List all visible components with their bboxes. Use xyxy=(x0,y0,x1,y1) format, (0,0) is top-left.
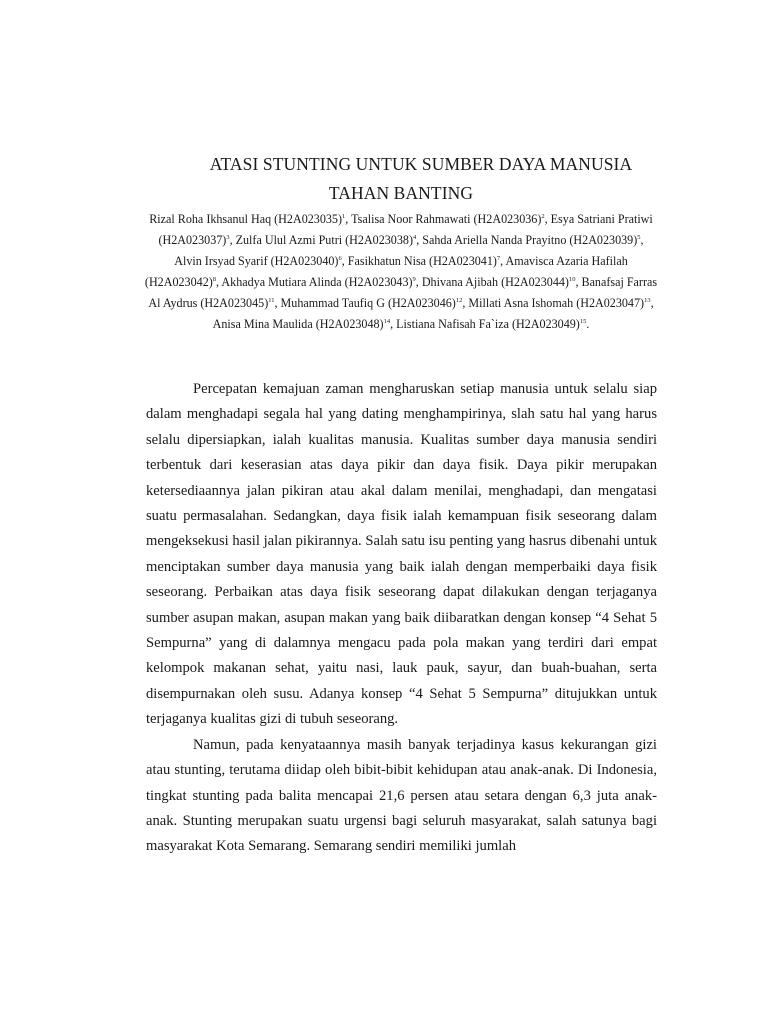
paragraph: Percepatan kemajuan zaman mengharuskan setiap manusia untuk selalu siap dalam menghadapi segala hal yang dating menghampirinya, slah satu hal yang harus selalu dipersiapkan, ialah kualitas manusia. Kualitas sumber daya manusia sendiri terbentuk dari keserasian atas daya pikir dan daya fisik. Daya pikir merupakan ketersediaannya jalan pikiran atau akal dalam menilai, menghadapi, dan mengatasi suatu permasalahan. Sedangkan, daya fisik ialah kemampuan fisik seseorang dalam mengeksekusi hasil jalan pikirannya. Salah satu isu penting yang hasrus dibenahi untuk menciptakan sumber daya manusia yang baik ialah dengan memperbaiki daya fisik seseorang. Perbaikan atas daya fisik seseorang dapat dilakukan dengan terjaganya sumber asupan makan, asupan makan yang baik diibaratkan dengan konsep “4 Sehat 5 Sempurna” yang di dalamnya mengacu pada pola makan yang terdiri dari empat kelompok makanan sehat, yaitu nasi, lauk pauk, sayur, dan buah-buahan, serta disempurnakan oleh susu. Adanya konsep “4 Sehat 5 Sempurna” ditujukkan untuk terjaganya kualitas gizi di tubuh seseorang. xyxy=(146,381,657,728)
author-separator: , xyxy=(216,275,222,289)
author-affiliation-number: 11 xyxy=(268,297,275,304)
author-affiliation-number: 13 xyxy=(644,297,651,304)
author-separator: , xyxy=(345,212,352,226)
author-separator: , xyxy=(462,296,469,310)
author-affiliation-number: 6 xyxy=(338,255,342,262)
author-affiliation-number: 14 xyxy=(383,318,391,325)
author-name: Listiana Nafisah Fa`iza (H2A023049) xyxy=(396,317,580,331)
paragraph: Namun, pada kenyataannya masih banyak terjadinya kasus kekurangan gizi atau stunting, terutama diidap oleh bibit-bibit kehidupan atau anak-anak. Di Indonesia, tingkat stunting pada balita mencapai 21,6 persen atau setara dengan 6,3 juta anak-anak. Stunting merupakan suatu urgensi bagi seluruh masyarakat, salah satunya bagi masyarakat Kota Semarang. Semarang sendiri memiliki jumlah xyxy=(146,736,657,855)
author-separator: , xyxy=(415,275,422,289)
author-separator: , xyxy=(544,212,551,226)
author-name: Rizal Roha Ikhsanul Haq (H2A023035) xyxy=(149,212,343,226)
author-affiliation-number: 5 xyxy=(637,234,641,241)
author-name: Esya Satriani Pratiwi (H2A023037) xyxy=(158,212,653,247)
author-affiliation-number: 8 xyxy=(212,276,217,283)
author-name: Banafsaj Farras Al Aydrus (H2A023045) xyxy=(148,275,658,310)
author-separator: , xyxy=(650,296,654,310)
author-separator: , xyxy=(416,233,423,247)
title-line-1: ATASI STUNTING UNTUK SUMBER DAYA MANUSIA xyxy=(209,154,633,174)
author-affiliation-number: 7 xyxy=(496,255,501,262)
author-name: Zulfa Ulul Azmi Putri (H2A023038) xyxy=(235,233,413,247)
author-name: Anisa Mina Maulida (H2A023048) xyxy=(212,317,384,331)
author-name: Akhadya Mutiara Alinda (H2A023043) xyxy=(221,275,413,289)
author-affiliation-number: 2 xyxy=(541,213,545,220)
author-separator: . xyxy=(586,317,590,331)
author-name: Tsalisa Noor Rahmawati (H2A023036) xyxy=(351,212,542,226)
author-name: Sahda Ariella Nanda Prayitno (H2A023039) xyxy=(422,233,638,247)
author-affiliation-number: 1 xyxy=(342,213,346,220)
body-text xyxy=(146,377,657,860)
author-separator: , xyxy=(341,254,348,268)
document-title xyxy=(146,150,656,208)
author-affiliation-number: 3 xyxy=(226,234,230,241)
author-name: Millati Asna Ishomah (H2A023047) xyxy=(468,296,645,310)
author-name: Fasikhatun Nisa (H2A023041) xyxy=(347,254,497,268)
author-name: Alvin Irsyad Syarif (H2A023040) xyxy=(174,254,339,268)
author-name: Muhammad Taufiq G (H2A023046) xyxy=(280,296,456,310)
author-affiliation-number: 10 xyxy=(568,276,576,283)
author-separator: , xyxy=(575,275,582,289)
author-separator: , xyxy=(390,317,397,331)
author-affiliation-number: 9 xyxy=(412,276,416,283)
author-name: Dhivana Ajibah (H2A023044) xyxy=(421,275,569,289)
author-separator: , xyxy=(229,233,236,247)
author-separator: , xyxy=(500,254,506,268)
author-affiliation-number: 12 xyxy=(455,297,463,304)
author-name: Amavisca Azaria Hafilah (H2A023042) xyxy=(144,254,628,289)
author-affiliation-number: 15 xyxy=(579,318,587,325)
title-line-2: TAHAN BANTING xyxy=(328,183,474,203)
author-separator: , xyxy=(640,233,644,247)
author-list xyxy=(144,209,658,335)
author-separator: , xyxy=(274,296,281,310)
author-affiliation-number: 4 xyxy=(412,234,417,241)
